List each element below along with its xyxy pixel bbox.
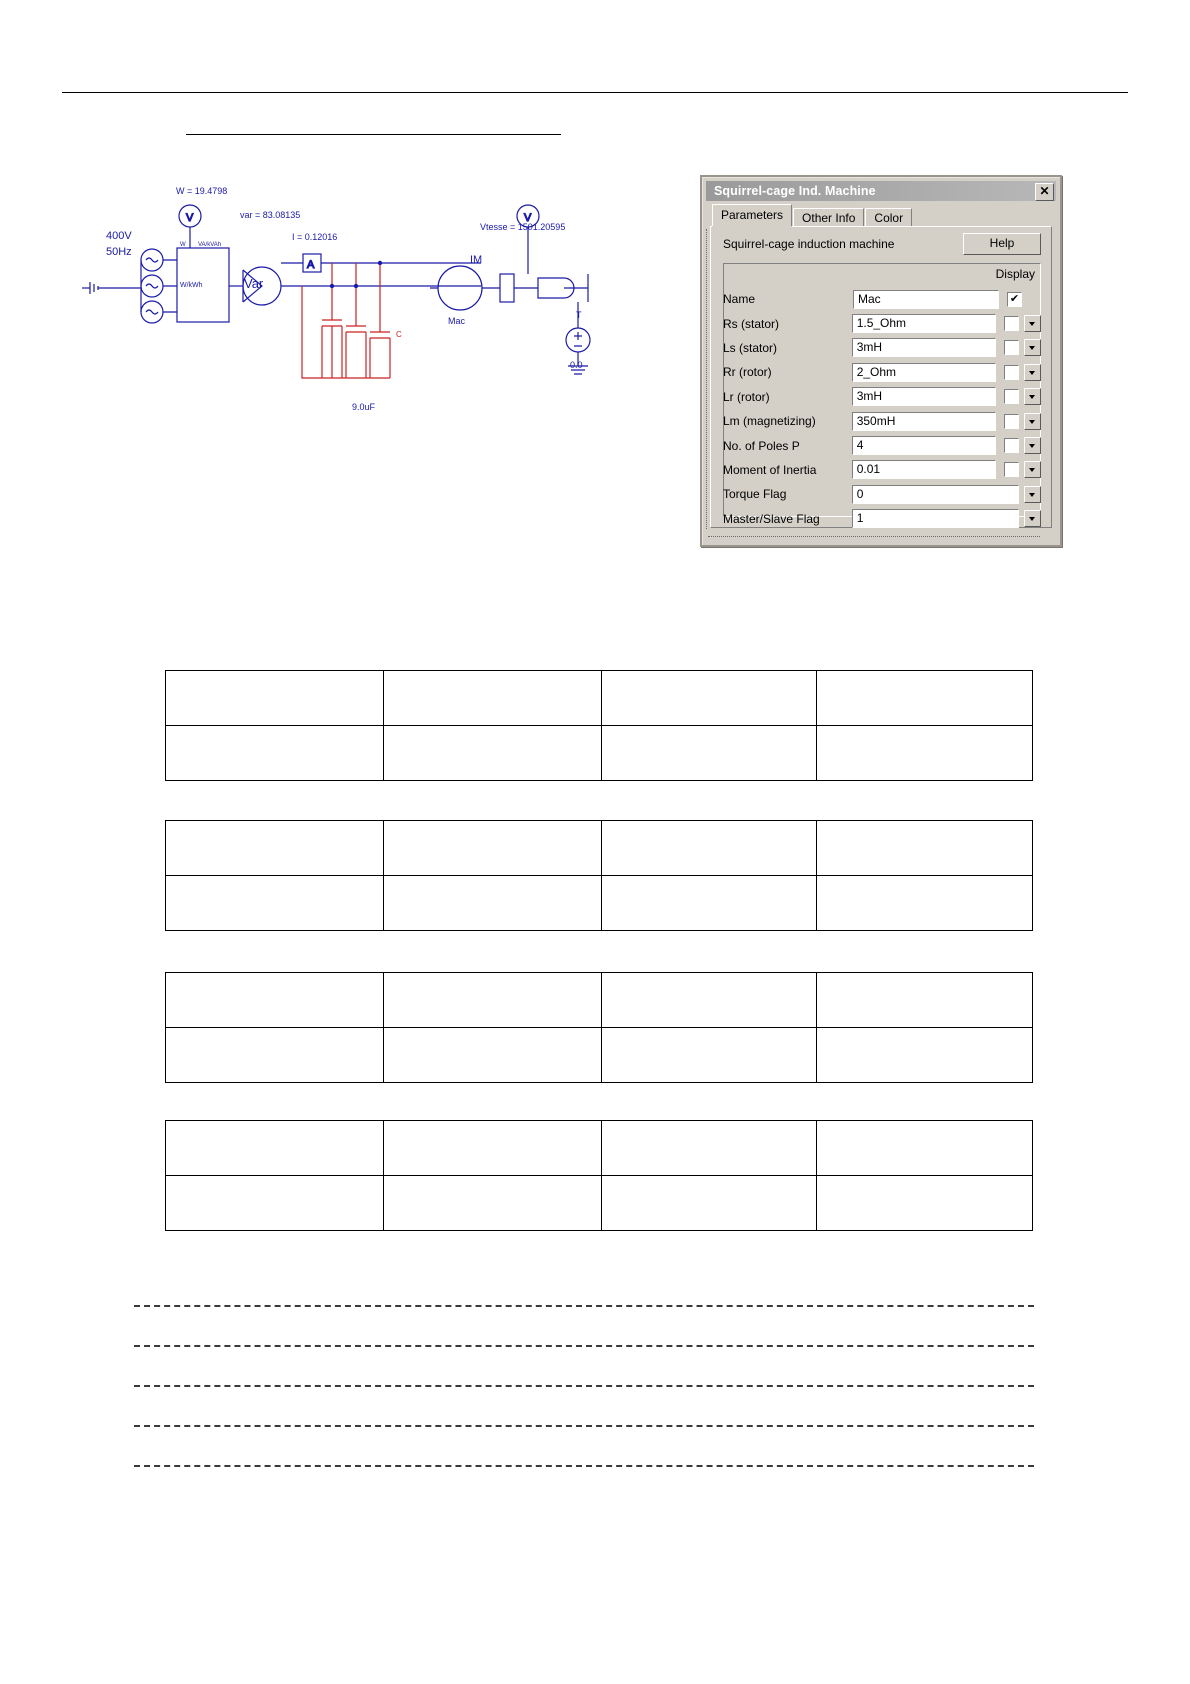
label-frequency: 50Hz: [106, 246, 132, 258]
answer-line-5: [134, 1465, 1034, 1467]
table-cell: [166, 821, 384, 876]
circuit-diagram: [60, 170, 680, 450]
table-cell: [166, 1028, 384, 1083]
table-cell: [602, 876, 817, 931]
table-cell: [166, 671, 384, 726]
svg-text:V: V: [524, 212, 532, 224]
table-cell: [384, 973, 602, 1028]
table-cell: [166, 1176, 384, 1231]
display-checkbox-rs[interactable]: [1004, 316, 1019, 331]
table-cell: [817, 671, 1033, 726]
table-cell: [384, 726, 602, 781]
answer-line-4: [134, 1425, 1034, 1427]
table-cell: [602, 1028, 817, 1083]
table-cell: [817, 821, 1033, 876]
table-row[interactable]: [723, 336, 1041, 360]
param-label-name: Name: [723, 292, 756, 307]
table-cell: [166, 876, 384, 931]
table-cell: [384, 671, 602, 726]
label-torque: T: [576, 310, 582, 320]
chevron-down-icon[interactable]: [1024, 364, 1041, 381]
table-row[interactable]: [723, 287, 1041, 311]
chevron-down-icon[interactable]: [1024, 437, 1041, 454]
param-label-ls: Ls (stator): [723, 340, 778, 355]
tab-parameters[interactable]: Parameters: [712, 204, 792, 226]
data-table-2: [165, 820, 1033, 931]
label-current-reading: I = 0.12016: [292, 232, 338, 242]
chevron-down-icon[interactable]: [1024, 315, 1041, 332]
label-voltage: 400V: [106, 230, 132, 242]
param-label-lr: Lr (rotor): [723, 389, 770, 404]
table-row[interactable]: [723, 385, 1041, 409]
header-rule: [62, 92, 1128, 93]
label-torque-value: 0.0: [570, 360, 583, 370]
data-table-3: [165, 972, 1033, 1083]
table-cell: [817, 973, 1033, 1028]
table-cell: [384, 821, 602, 876]
table-row: [166, 1121, 1033, 1176]
table-row: [166, 671, 1033, 726]
param-label-rs: Rs (stator): [723, 316, 780, 331]
label-var: Var: [244, 276, 264, 291]
dialog-tabs[interactable]: [712, 205, 913, 226]
table-cell: [817, 726, 1033, 781]
label-watt-reading: W = 19.4798: [176, 186, 228, 196]
label-va-kvah: VA/kVAh: [198, 242, 222, 248]
table-row[interactable]: [723, 458, 1041, 482]
label-speed-reading: Vtesse = 1501.20595: [480, 222, 566, 232]
label-w-kwh: W/kWh: [180, 282, 203, 289]
table-row[interactable]: [723, 311, 1041, 335]
display-checkbox-poles[interactable]: [1004, 438, 1019, 453]
chevron-down-icon[interactable]: [1024, 413, 1041, 430]
table-cell: [602, 821, 817, 876]
table-cell: [817, 876, 1033, 931]
answer-line-2: [134, 1345, 1034, 1347]
table-row: [166, 821, 1033, 876]
param-label-master-slave-flag: Master/Slave Flag: [723, 511, 820, 526]
label-mac: Mac: [448, 316, 466, 326]
svg-text:A: A: [307, 259, 315, 271]
param-input-master-slave-flag[interactable]: 1: [852, 509, 1019, 528]
table-cell: [384, 1176, 602, 1231]
param-label-poles: No. of Poles P: [723, 438, 800, 453]
table-cell: [602, 671, 817, 726]
help-button[interactable]: Help: [963, 233, 1041, 255]
param-input-name[interactable]: Mac: [853, 290, 999, 309]
param-input-poles[interactable]: 4: [852, 436, 997, 455]
param-input-ls[interactable]: 3mH: [852, 338, 997, 357]
param-label-rr: Rr (rotor): [723, 365, 772, 380]
chevron-down-icon[interactable]: [1024, 388, 1041, 405]
table-row: [166, 1176, 1033, 1231]
table-row[interactable]: [723, 360, 1041, 384]
chevron-down-icon[interactable]: [1024, 339, 1041, 356]
display-checkbox-rr[interactable]: [1004, 365, 1019, 380]
table-cell: [817, 1028, 1033, 1083]
chevron-down-icon[interactable]: [1024, 510, 1041, 527]
chevron-down-icon[interactable]: [1024, 461, 1041, 478]
label-im: IM: [470, 254, 483, 266]
display-checkbox-name[interactable]: ✔: [1007, 292, 1022, 307]
table-cell: [384, 876, 602, 931]
table-row[interactable]: [723, 409, 1041, 433]
table-cell: [602, 973, 817, 1028]
table-cell: [602, 726, 817, 781]
dialog-titlebar[interactable]: [706, 181, 1056, 201]
table-cell: [602, 1176, 817, 1231]
table-row: [166, 726, 1033, 781]
table-cell: [384, 1121, 602, 1176]
table-row[interactable]: [723, 482, 1041, 506]
dialog-bottom-dotted-edge: [708, 536, 1040, 537]
table-cell: [602, 1121, 817, 1176]
table-row[interactable]: [723, 507, 1041, 531]
table-cell: [817, 1121, 1033, 1176]
data-table-4: [165, 1120, 1033, 1231]
answer-line-3: [134, 1385, 1034, 1387]
svg-text:V: V: [186, 212, 194, 224]
parameters-panel: [710, 226, 1052, 528]
label-var-reading: var = 83.08135: [240, 210, 301, 220]
display-checkbox-ls[interactable]: [1004, 340, 1019, 355]
label-capacitance-value: 9.0uF: [352, 402, 376, 412]
table-row: [166, 876, 1033, 931]
param-input-inertia[interactable]: 0.01: [852, 460, 997, 479]
data-table-1: [165, 670, 1033, 781]
table-cell: [166, 1121, 384, 1176]
dialog-left-dotted-edge: [706, 229, 707, 529]
answer-line-1: [134, 1305, 1034, 1307]
label-w: W: [180, 242, 186, 248]
display-checkbox-lr[interactable]: [1004, 389, 1019, 404]
param-label-inertia: Moment of Inertia: [723, 462, 817, 477]
table-row: [166, 1028, 1033, 1083]
dialog-title: Squirrel-cage Ind. Machine: [714, 184, 876, 198]
table-cell: [817, 1176, 1033, 1231]
param-input-lm[interactable]: 350mH: [852, 412, 997, 431]
table-cell: [384, 1028, 602, 1083]
title-underline: [186, 134, 561, 135]
param-label-torque-flag: Torque Flag: [723, 487, 787, 502]
panel-subtitle: Squirrel-cage induction machine: [723, 237, 895, 251]
label-capacitor: C: [396, 330, 402, 339]
table-cell: [166, 726, 384, 781]
param-input-rr[interactable]: 2_Ohm: [852, 363, 997, 382]
tab-color[interactable]: Color: [865, 208, 912, 228]
tab-other-info[interactable]: Other Info: [793, 208, 864, 228]
table-cell: [166, 973, 384, 1028]
display-column-header: Display: [995, 267, 1035, 281]
chevron-down-icon[interactable]: [1024, 486, 1041, 503]
display-checkbox-inertia[interactable]: [1004, 462, 1019, 477]
table-row: [166, 973, 1033, 1028]
parameter-rows: [723, 287, 1041, 531]
param-input-torque-flag[interactable]: 0: [852, 485, 1019, 504]
param-input-rs[interactable]: 1.5_Ohm: [852, 314, 997, 333]
table-row[interactable]: [723, 433, 1041, 457]
param-input-lr[interactable]: 3mH: [852, 387, 997, 406]
parameter-dialog[interactable]: [700, 175, 1062, 547]
display-checkbox-lm[interactable]: [1004, 414, 1019, 429]
close-icon[interactable]: ✕: [1035, 183, 1054, 201]
param-label-lm: Lm (magnetizing): [723, 414, 816, 429]
